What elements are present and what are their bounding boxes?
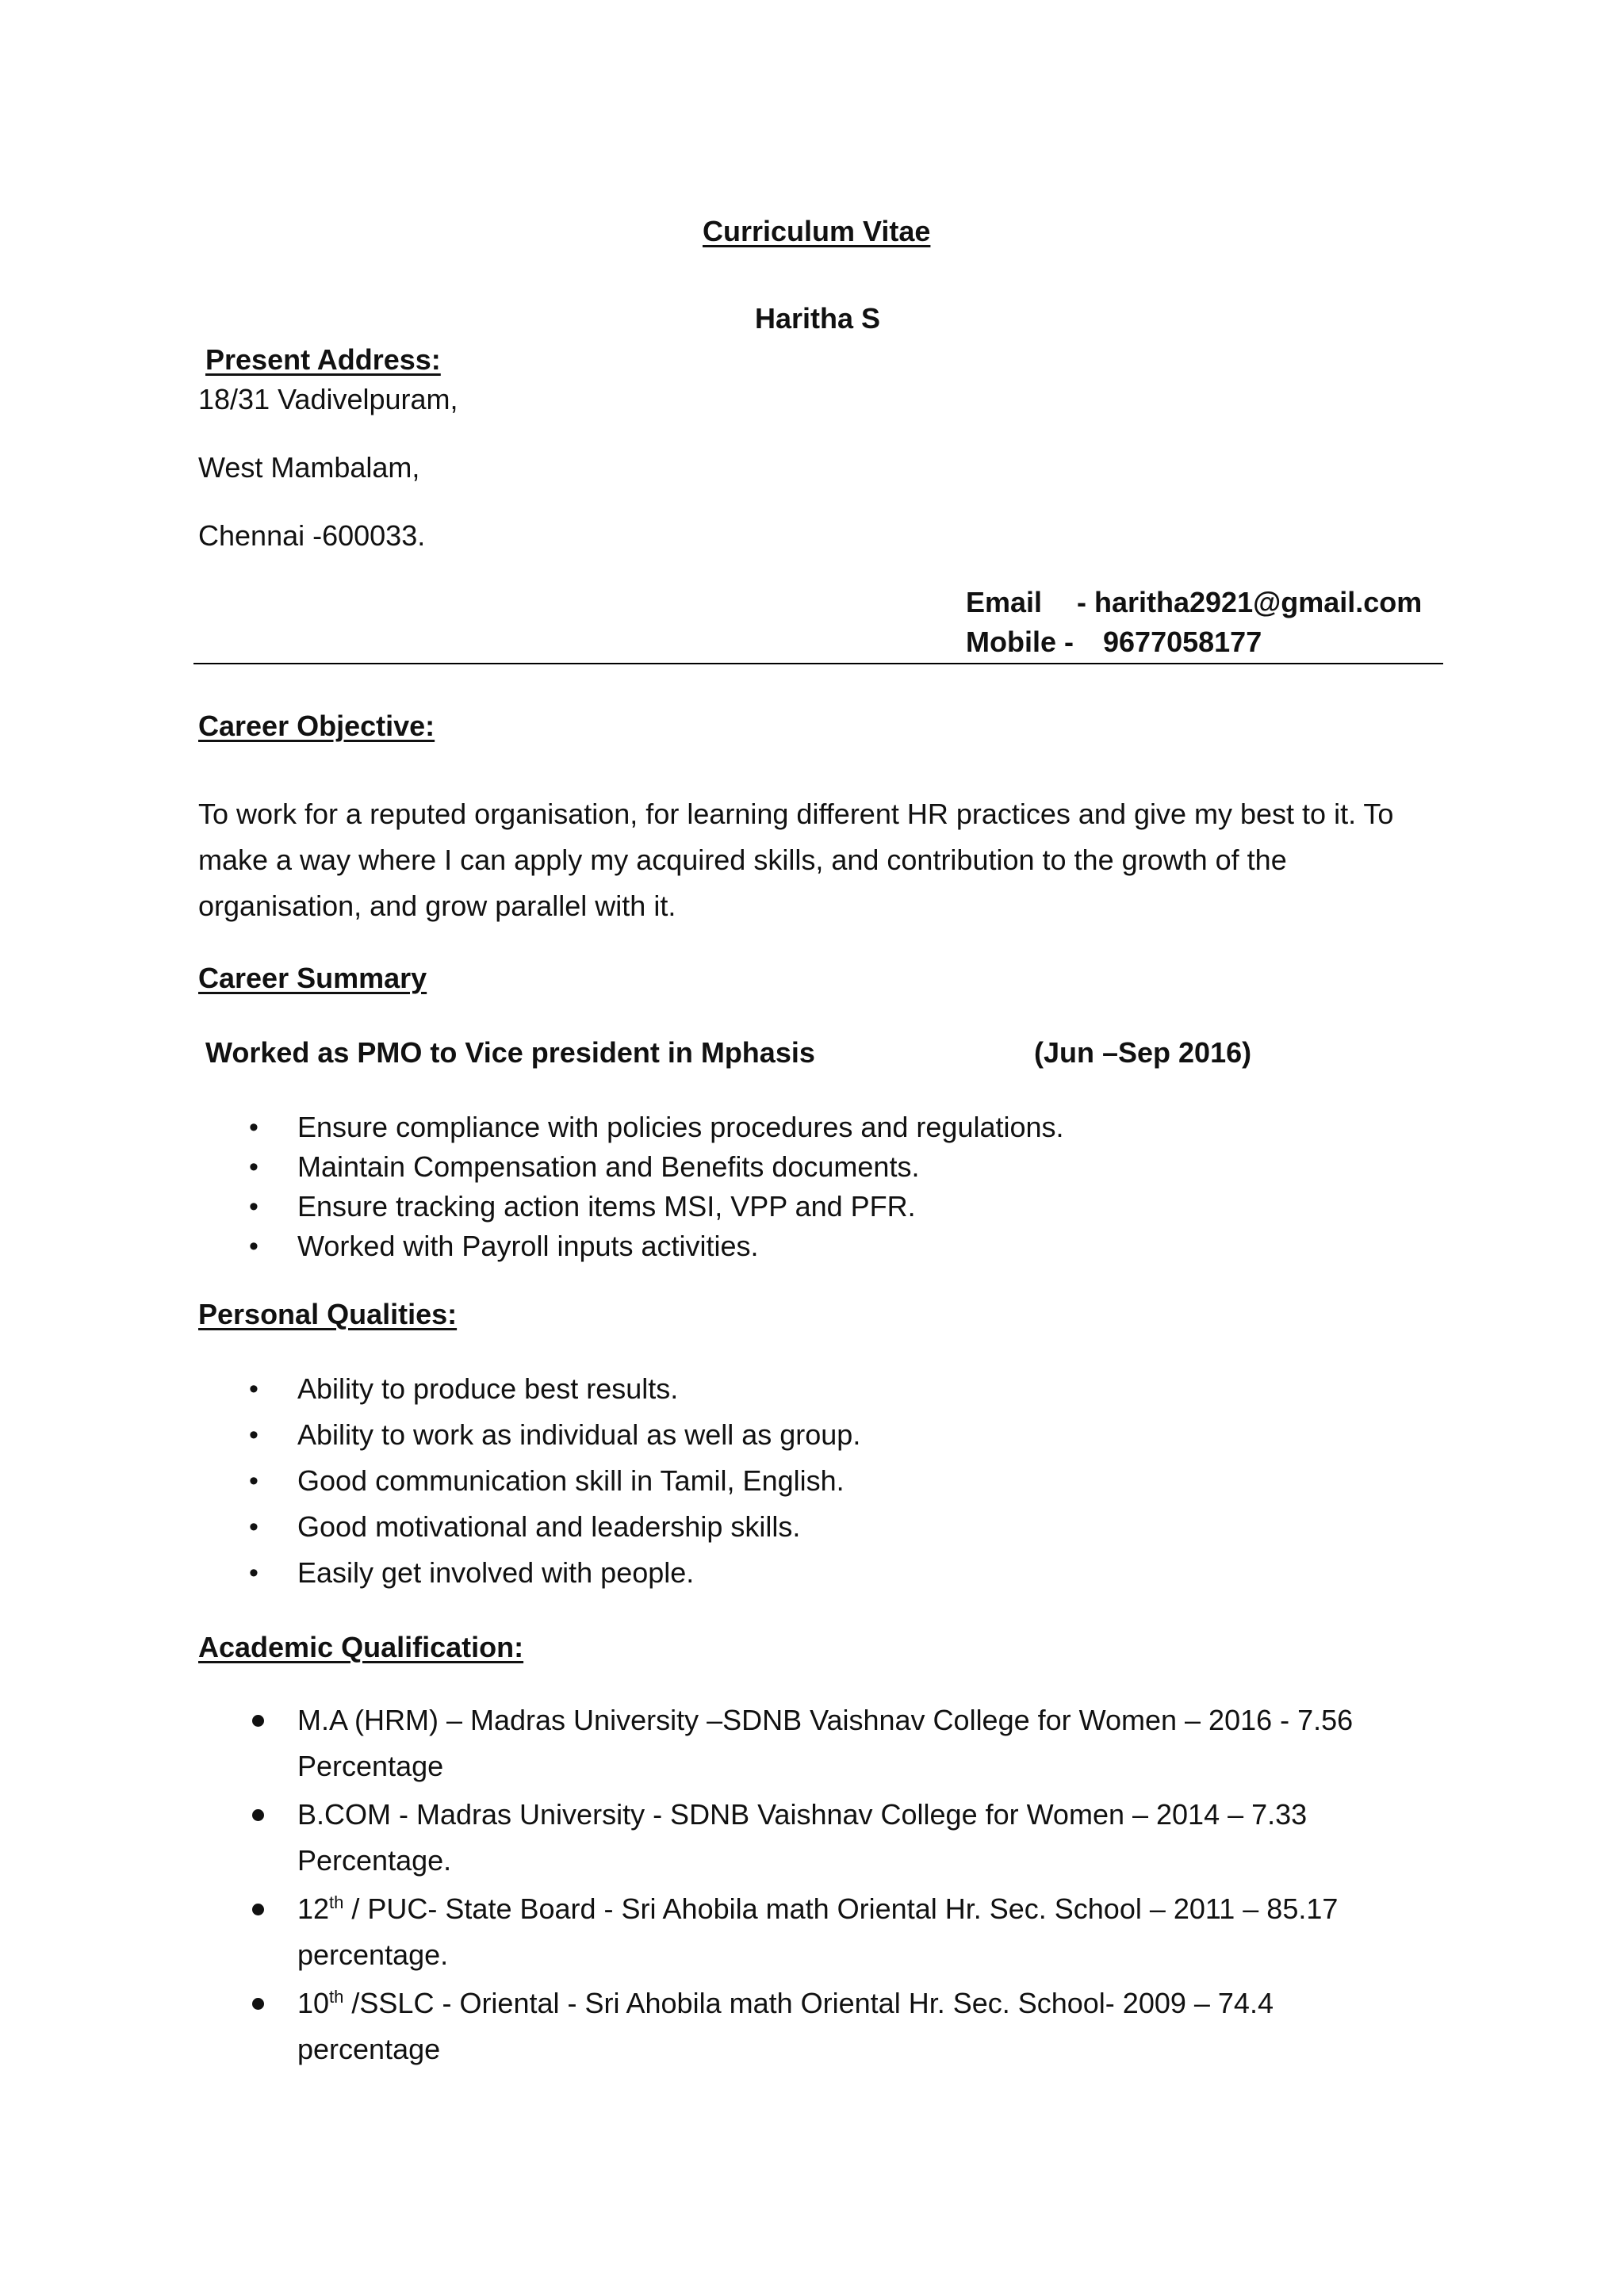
academic-item-3-line-1 xyxy=(297,1890,1338,1928)
address-heading: Present Address: xyxy=(205,343,441,376)
academic-item-4-text: /SSLC - Oriental - Sri Ahobila math Oriental Hr. Sec. School- 2009 – 74.4 xyxy=(343,1987,1274,2019)
bullet-icon: • xyxy=(249,1231,259,1261)
list-item: Ability to produce best results. xyxy=(297,1372,679,1405)
career-objective-text: To work for a reputed organisation, for learning different HR practices and give my best to it. To make a way where I can apply my acquired skills, and contribution to the growth of the organisation, and grow parallel with it. xyxy=(198,798,1394,922)
list-item: Good communication skill in Tamil, English. xyxy=(297,1464,845,1497)
career-summary-heading: Career Summary xyxy=(198,962,427,994)
bullet-icon: • xyxy=(249,1152,259,1182)
document-title: Curriculum Vitae xyxy=(703,215,931,247)
bullet-icon: • xyxy=(249,1374,259,1404)
bullet-icon: • xyxy=(249,1112,259,1142)
address-line-2: West Mambalam, xyxy=(198,451,420,484)
academic-item-2-line-2: Percentage. xyxy=(297,1844,452,1877)
academic-item-3-line-2: percentage. xyxy=(297,1938,449,1971)
list-item: Maintain Compensation and Benefits documents. xyxy=(297,1150,920,1183)
bullet-icon xyxy=(252,1904,264,1915)
list-item: Ensure compliance with policies procedures and regulations. xyxy=(297,1111,1064,1143)
academic-item-1-line-1: M.A (HRM) – Madras University –SDNB Vaishnav College for Women – 2016 - 7.56 xyxy=(297,1704,1354,1736)
academic-item-3-text: / PUC- State Board - Sri Ahobila math Oriental Hr. Sec. School – 2011 – 85.17 xyxy=(343,1892,1339,1925)
academic-item-2-line-1: B.COM - Madras University - SDNB Vaishnav College for Women – 2014 – 7.33 xyxy=(297,1798,1308,1831)
career-summary-period: (Jun –Sep 2016) xyxy=(1034,1036,1252,1069)
career-summary-role: Worked as PMO to Vice president in Mphasis xyxy=(205,1036,815,1069)
bullet-icon: • xyxy=(249,1466,259,1496)
mobile-label: Mobile - xyxy=(966,626,1074,658)
list-item: Worked with Payroll inputs activities. xyxy=(297,1230,759,1262)
bullet-icon: • xyxy=(249,1192,259,1222)
list-item: Ability to work as individual as well as group. xyxy=(297,1418,861,1451)
academic-item-4-superscript: th xyxy=(329,1987,344,2007)
academic-item-3-prefix: 12 xyxy=(297,1892,330,1925)
list-item: Ensure tracking action items MSI, VPP and PFR. xyxy=(297,1190,916,1223)
address-line-3: Chennai -600033. xyxy=(198,519,426,552)
email-label: Email xyxy=(966,586,1043,618)
address-line-1: 18/31 Vadivelpuram, xyxy=(198,383,458,415)
bullet-icon: • xyxy=(249,1512,259,1542)
bullet-icon: • xyxy=(249,1558,259,1588)
academic-item-4-line-1 xyxy=(297,1984,1274,2022)
academic-item-4-prefix: 10 xyxy=(297,1987,330,2019)
career-objective-heading: Career Objective: xyxy=(198,710,435,742)
email-value: - haritha2921@gmail.com xyxy=(1077,586,1423,618)
academic-item-3-superscript: th xyxy=(329,1892,344,1912)
academic-item-4-line-2: percentage xyxy=(297,2033,441,2065)
candidate-name: Haritha S xyxy=(755,302,881,335)
list-item: Good motivational and leadership skills. xyxy=(297,1510,801,1543)
bullet-icon xyxy=(252,1998,264,2010)
academic-item-1-line-2: Percentage xyxy=(297,1750,444,1782)
mobile-value: 9677058177 xyxy=(1103,626,1262,658)
bullet-icon: • xyxy=(249,1420,259,1450)
bullet-icon xyxy=(252,1809,264,1821)
personal-qualities-heading: Personal Qualities: xyxy=(198,1298,458,1330)
list-item: Easily get involved with people. xyxy=(297,1556,695,1589)
academic-heading: Academic Qualification: xyxy=(198,1631,524,1663)
bullet-icon xyxy=(252,1715,264,1727)
header-divider xyxy=(193,663,1443,664)
